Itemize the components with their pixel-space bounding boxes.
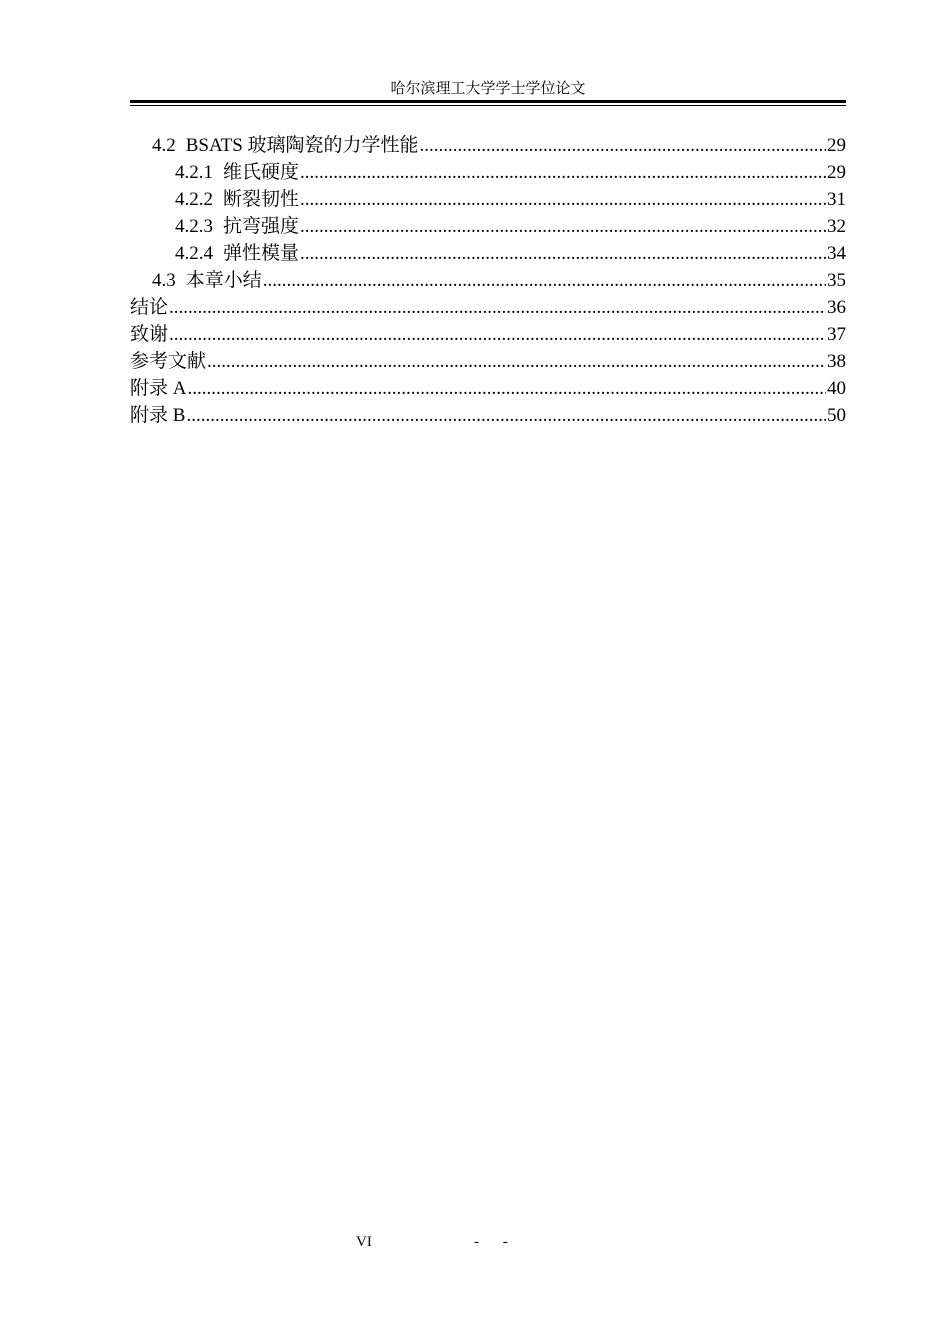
toc-entry-number: 4.2.4 xyxy=(175,243,213,264)
toc-entry-title: 附录 A xyxy=(130,378,187,399)
toc-entry-title: 维氏硬度 xyxy=(223,162,300,183)
toc-leader-dots xyxy=(186,402,826,429)
toc-leader-dots xyxy=(169,321,826,348)
toc-entry-page: 29 xyxy=(827,162,846,183)
toc-entry-number: 4.2.1 xyxy=(175,162,213,183)
toc-leader-dots xyxy=(300,186,826,213)
toc-leader-dots xyxy=(300,159,826,186)
page-header-title: 哈尔滨理工大学学士学位论文 xyxy=(390,81,586,97)
toc-entry[interactable] xyxy=(130,186,846,213)
toc-entry[interactable] xyxy=(130,267,846,294)
page-footer xyxy=(0,1232,950,1252)
toc-leader-dots xyxy=(207,348,826,375)
toc-entry[interactable] xyxy=(130,132,846,159)
toc-entry[interactable] xyxy=(130,321,846,348)
toc-entry[interactable] xyxy=(130,294,846,321)
toc-entry-page: 35 xyxy=(827,270,846,291)
toc-entry[interactable] xyxy=(130,402,846,429)
toc-entry-page: 34 xyxy=(827,243,846,264)
toc-leader-dots xyxy=(420,132,826,159)
toc-entry-title: 抗弯强度 xyxy=(223,216,300,237)
toc-entry-title: 参考文献 xyxy=(130,351,207,372)
toc-entry-page: 32 xyxy=(827,216,846,237)
toc-entry-number: 4.2.3 xyxy=(175,216,213,237)
toc-entry-number: 4.2 xyxy=(152,135,176,156)
toc-entry[interactable] xyxy=(130,159,846,186)
toc-entry-title: 弹性模量 xyxy=(223,243,300,264)
toc-leader-dots xyxy=(300,240,826,267)
toc-entry-page: 37 xyxy=(827,324,846,345)
toc-entry-title: 致谢 xyxy=(130,324,169,345)
toc-leader-dots xyxy=(300,213,826,240)
toc-entry[interactable] xyxy=(130,240,846,267)
toc-entry-title: 结论 xyxy=(130,297,169,318)
toc-entry-page: 50 xyxy=(827,405,846,426)
toc-entry-title: BSATS 玻璃陶瓷的力学性能 xyxy=(185,135,419,156)
table-of-contents xyxy=(130,132,846,429)
toc-leader-dots xyxy=(169,294,826,321)
toc-entry[interactable] xyxy=(130,348,846,375)
toc-entry[interactable] xyxy=(130,213,846,240)
toc-leader-dots xyxy=(187,375,826,402)
toc-entry-page: 29 xyxy=(827,135,846,156)
header-divider-thin xyxy=(130,105,846,106)
toc-entry-title: 附录 B xyxy=(130,405,186,426)
header-divider-thick xyxy=(130,100,846,103)
footer-marks: - - xyxy=(474,1234,518,1250)
toc-entry-number: 4.3 xyxy=(152,270,176,291)
toc-entry-number: 4.2.2 xyxy=(175,189,213,210)
toc-leader-dots xyxy=(263,267,826,294)
footer-page-number: VI xyxy=(356,1234,372,1250)
toc-entry-title: 本章小结 xyxy=(185,270,262,291)
toc-entry-page: 31 xyxy=(827,189,846,210)
toc-entry-page: 40 xyxy=(827,378,846,399)
toc-entry[interactable] xyxy=(130,375,846,402)
toc-entry-title: 断裂韧性 xyxy=(223,189,300,210)
toc-entry-page: 36 xyxy=(827,297,846,318)
toc-entry-page: 38 xyxy=(827,351,846,372)
